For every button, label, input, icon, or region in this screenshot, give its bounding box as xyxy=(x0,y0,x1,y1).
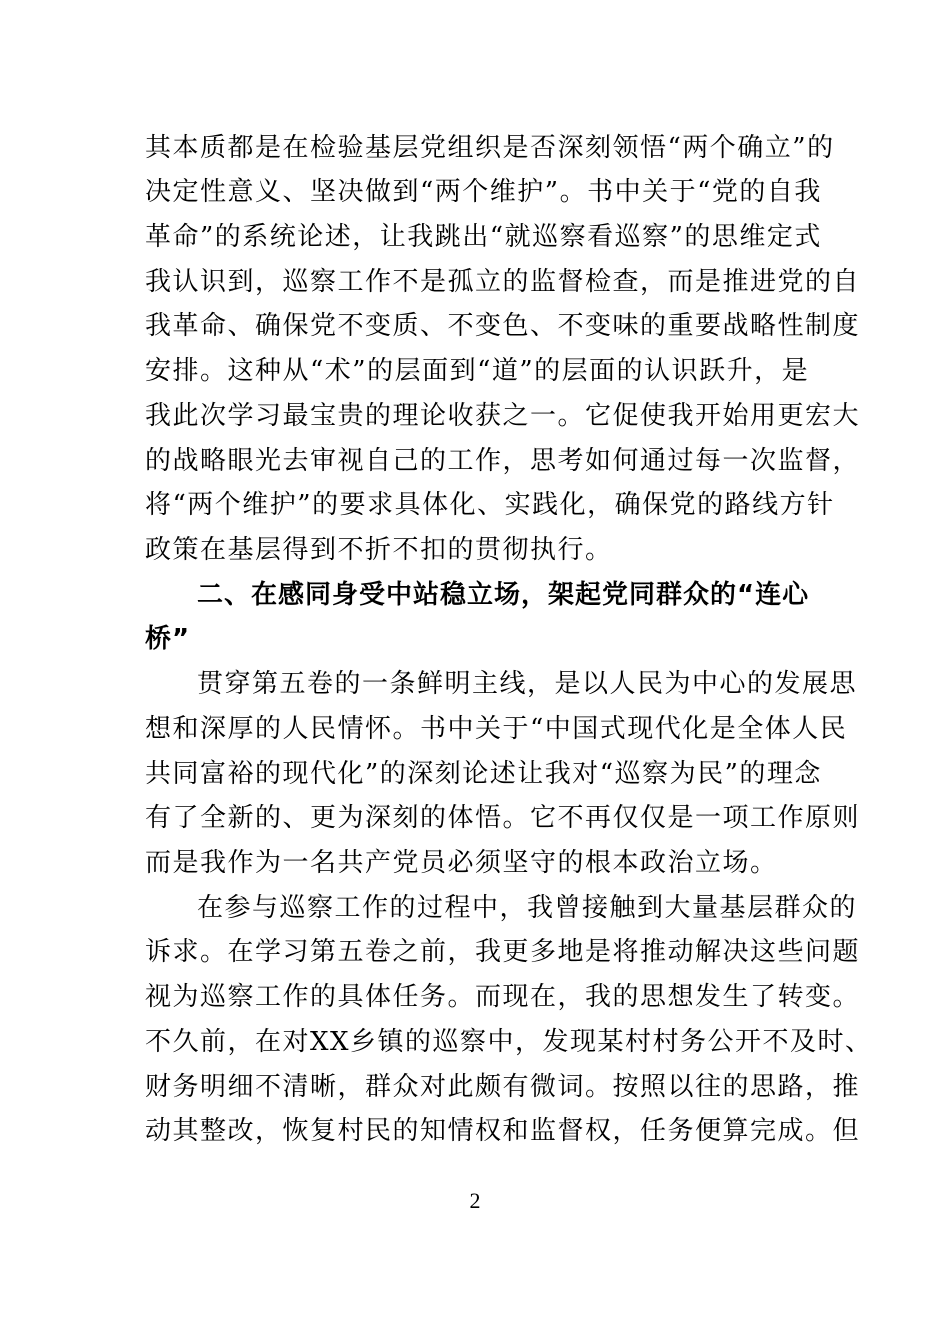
body-text-line: 我此次学习最宝贵的理论收获之一。它促使我开始用更宏大 xyxy=(145,401,861,431)
page-number: 2 xyxy=(469,1188,481,1213)
section-heading: 二、在感同身受中站稳立场，架起党同群众的“连心 xyxy=(197,580,810,610)
body-text-line: 不久前，在对XX乡镇的巡察中，发现某村村务公开不及时、 xyxy=(145,1027,873,1057)
body-text-line: 我认识到，巡察工作不是孤立的监督检查，而是推进党的自 xyxy=(145,267,861,297)
section-heading-continued: 桥” xyxy=(145,624,191,654)
body-text-line: 想和深厚的人民情怀。书中关于“中国式现代化是全体人民 xyxy=(145,714,848,744)
body-text-line: 而是我作为一名共产党员必须坚守的根本政治立场。 xyxy=(145,848,778,878)
body-text-line: 有了全新的、更为深刻的体悟。它不再仅仅是一项工作原则 xyxy=(145,803,861,833)
paragraph-first-line: 贯穿第五卷的一条鲜明主线，是以人民为中心的发展思 xyxy=(197,669,858,699)
body-text-line: 其本质都是在检验基层党组织是否深刻领悟“两个确立”的 xyxy=(145,133,835,163)
body-text-line: 政策在基层得到不折不扣的贯彻执行。 xyxy=(145,535,613,565)
body-text-line: 财务明细不清晰，群众对此颇有微词。按照以往的思路，推 xyxy=(145,1072,861,1102)
body-text-line: 的战略眼光去审视自己的工作，思考如何通过每一次监督， xyxy=(145,446,861,476)
body-text-line: 视为巡察工作的具体任务。而现在，我的思想发生了转变。 xyxy=(145,982,861,1012)
body-text-line: 将“两个维护”的要求具体化、实践化，确保党的路线方针 xyxy=(145,490,835,520)
body-text-line: 决定性意义、坚决做到“两个维护”。书中关于“党的自我 xyxy=(145,177,822,207)
body-text-line: 革命”的系统论述，让我跳出“就巡察看巡察”的思维定式 xyxy=(145,222,822,252)
body-text-line: 共同富裕的现代化”的深刻论述让我对“巡察为民”的理念 xyxy=(145,759,822,789)
body-text-line: 安排。这种从“术”的层面到“道”的层面的认识跃升，是 xyxy=(145,356,810,386)
body-text-line: 动其整改，恢复村民的知情权和监督权，任务便算完成。但 xyxy=(145,1116,861,1146)
body-text-line: 我革命、确保党不变质、不变色、不变味的重要战略性制度 xyxy=(145,311,861,341)
paragraph-first-line: 在参与巡察工作的过程中，我曾接触到大量基层群众的 xyxy=(197,893,858,923)
body-text-line: 诉求。在学习第五卷之前，我更多地是将推动解决这些问题 xyxy=(145,937,861,967)
